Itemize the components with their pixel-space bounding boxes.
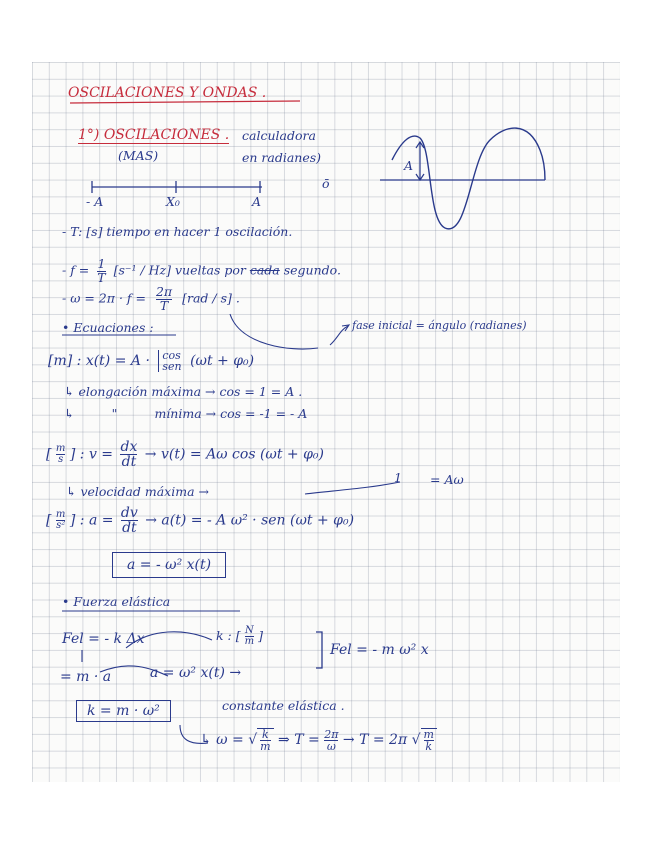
accel-unit bbox=[56, 510, 65, 531]
accel-boxed-formula: a = - ω² x(t) bbox=[112, 552, 226, 578]
period-fraction bbox=[324, 729, 338, 752]
omega-definition bbox=[62, 286, 240, 312]
elastic-constant-note: constante elástica . bbox=[222, 698, 345, 713]
freq-fraction bbox=[97, 258, 105, 284]
title-underline bbox=[70, 101, 300, 103]
freq-den: T bbox=[97, 269, 106, 285]
freq-num: 1 bbox=[97, 256, 106, 271]
period-sqrt-num: m bbox=[423, 728, 434, 741]
axis-label-a: A bbox=[252, 194, 262, 209]
ma-expression: = m · a bbox=[60, 669, 112, 685]
velocity-unit-num: m bbox=[55, 443, 66, 454]
equations-heading: • Ecuaciones : bbox=[62, 320, 154, 335]
velocity-max: ↳ velocidad máxima → bbox=[66, 484, 209, 499]
elastic-heading: • Fuerza elástica bbox=[62, 594, 171, 609]
velocity-unit bbox=[56, 444, 65, 465]
omega-period-formulas bbox=[200, 728, 437, 752]
wave-amplitude-label: A bbox=[404, 158, 414, 173]
frequency-definition bbox=[62, 258, 341, 284]
omega-num: 2π bbox=[155, 284, 173, 299]
position-rhs: (ωt + φ₀) bbox=[190, 353, 255, 369]
accel-mid: ] : a = bbox=[69, 512, 114, 529]
a-omega-expression: a = ω² x(t) → bbox=[150, 665, 242, 681]
elong-min-ditto: " bbox=[111, 406, 118, 421]
position-lhs: [m] : x(t) = A · bbox=[48, 353, 150, 369]
omega-sqrt-num: k bbox=[262, 728, 269, 741]
period-definition: - T: [s] tiempo en hacer 1 oscilación. bbox=[62, 224, 293, 239]
acceleration-equation: [ $\frac{m}{\text{s²}}$ ] : a = $\frac{dv}{dt}$ → a(t) = - A ω² · sen (ωt + φ₀) bbox=[46, 505, 355, 536]
page-title: OSCILACIONES Y ONDAS . bbox=[68, 85, 267, 101]
elongation-max: ↳ elongación máxima → cos = 1 = A . bbox=[64, 384, 303, 399]
accel-unit-den: s² bbox=[56, 520, 66, 531]
position-sen: sen bbox=[162, 360, 182, 373]
position-trig bbox=[158, 350, 181, 372]
accel-frac-num: dv bbox=[120, 505, 138, 521]
phase-note: fase inicial = ángulo (radianes) bbox=[352, 319, 527, 332]
k-units bbox=[216, 626, 263, 647]
velocity-equation: [ $\frac{m}{s}$ ] : v = $\frac{dx}{dt}$ → v(t) = Aω cos (ωt + φ₀) bbox=[46, 439, 324, 470]
velocity-arrow bbox=[305, 482, 400, 494]
k-units-fraction bbox=[245, 626, 254, 647]
period-eq: ⇒ T = bbox=[278, 732, 320, 748]
omega-suffix: [rad / s] . bbox=[182, 290, 240, 306]
velocity-rhs: → v(t) = Aω cos (ωt + φ₀) bbox=[144, 446, 324, 463]
position-equation bbox=[48, 350, 254, 372]
axis-label-neg-a: - A bbox=[86, 194, 104, 209]
position-axis bbox=[92, 181, 262, 193]
k-boxed-formula: k = m · ω² bbox=[76, 700, 171, 722]
freq-suffix: [s⁻¹ / Hz] vueltas por bbox=[113, 262, 250, 278]
period-final: → T = 2π bbox=[342, 732, 408, 748]
freq-prefix: - f = bbox=[62, 262, 90, 278]
accel-fraction bbox=[121, 506, 138, 535]
velocity-aw: = Aω bbox=[430, 472, 464, 487]
accel-rhs: → a(t) = - A ω² · sen (ωt + φ₀) bbox=[145, 512, 355, 529]
omega-sqrt-den: m bbox=[260, 740, 271, 753]
curved-arrow bbox=[230, 314, 318, 349]
omega-fraction bbox=[156, 286, 172, 312]
k-units-suffix: ] bbox=[258, 628, 263, 643]
elong-min-text: mínima → cos = -1 = - A bbox=[154, 406, 308, 421]
accel-unit-num: m bbox=[55, 509, 66, 520]
velocity-unit-den: s bbox=[58, 454, 64, 465]
velocity-fraction bbox=[120, 440, 137, 469]
period-sqrt-den: k bbox=[425, 740, 433, 753]
section-subtitle: (MAS) bbox=[118, 148, 159, 163]
k-units-den: m bbox=[244, 636, 255, 647]
calculator-note: calculadora bbox=[242, 128, 316, 143]
velocity-frac-num: dx bbox=[120, 439, 138, 455]
omega-eq: ↳ ω = bbox=[200, 732, 244, 748]
accel-frac-den: dt bbox=[122, 520, 137, 536]
sine-wave-sketch bbox=[380, 128, 545, 229]
omega-mark: ō bbox=[322, 176, 330, 191]
elong-min-prefix: ↳ bbox=[64, 406, 75, 421]
elastic-brace bbox=[316, 632, 322, 668]
period-sqrt: √ $\frac{m}{k}$ bbox=[412, 728, 437, 752]
period-den: ω bbox=[326, 739, 336, 753]
velocity-frac-den: dt bbox=[121, 454, 137, 470]
omega-prefix: - ω = 2π · f = bbox=[62, 290, 146, 306]
elastic-result: Fel = - m ω² x bbox=[330, 642, 429, 658]
omega-sqrt: √ $\frac{k}{m}$ bbox=[248, 728, 273, 752]
k-units-num: N bbox=[244, 625, 254, 636]
section-heading: 1°) OSCILACIONES . bbox=[78, 127, 230, 143]
elongation-min-row bbox=[64, 408, 307, 421]
freq-struck: cada bbox=[249, 262, 280, 278]
k-units-prefix: k : [ bbox=[216, 628, 241, 643]
omega-den: T bbox=[159, 297, 169, 313]
velocity-mid: ] : v = bbox=[69, 446, 114, 463]
calculator-note-2: en radianes) bbox=[242, 150, 322, 165]
freq-end: segundo. bbox=[279, 262, 341, 278]
position-cos: cos bbox=[162, 349, 181, 362]
period-num: 2π bbox=[324, 727, 339, 741]
velocity-one: 1 bbox=[394, 470, 402, 485]
fel-equation: Fel = - k Δx bbox=[62, 631, 145, 647]
axis-label-x0: X₀ bbox=[166, 194, 180, 209]
